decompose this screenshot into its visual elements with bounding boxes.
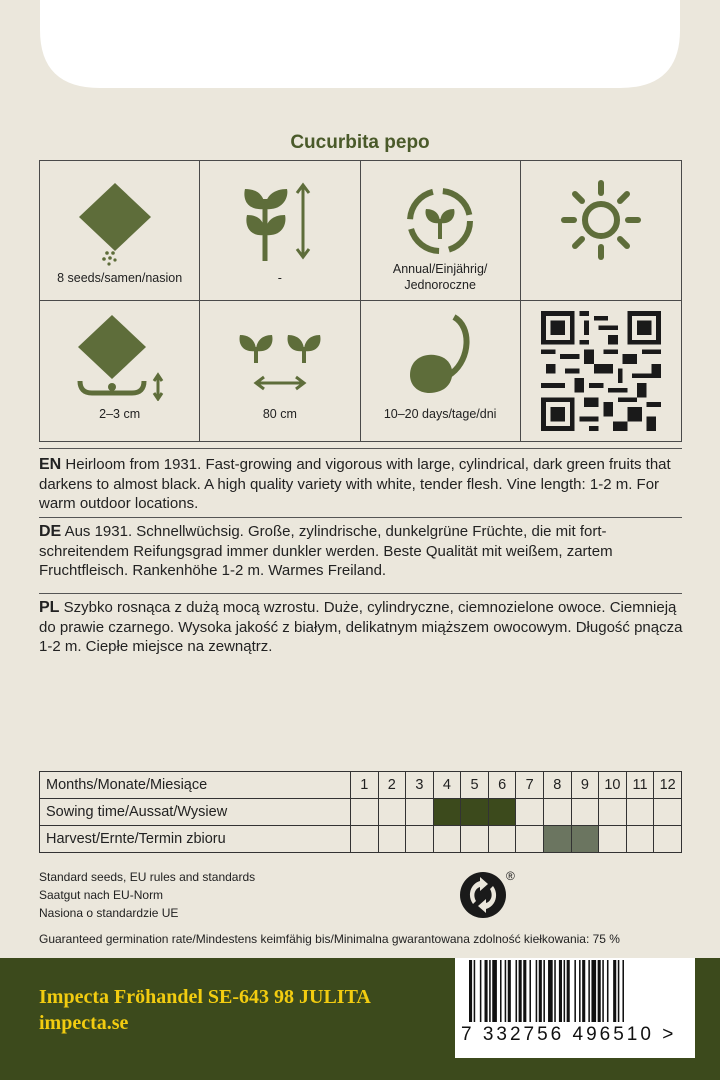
- month-header-11: 11: [626, 772, 654, 799]
- harvest-row: [40, 826, 682, 853]
- harvest-cell-11: [626, 826, 654, 853]
- sowing-depth-icon: [70, 311, 170, 401]
- month-header-12: 12: [654, 772, 682, 799]
- harvest-cell-2: [378, 826, 406, 853]
- sowing-cell-5: [461, 799, 489, 826]
- lifecycle-label-1: Annual/Einjährig/: [392, 262, 488, 276]
- qr-code-icon[interactable]: [541, 311, 661, 431]
- sowing-cell-11: [626, 799, 654, 826]
- seeds-cell: [40, 161, 200, 301]
- sowing-cell-4: [433, 799, 461, 826]
- harvest-cell-9: [571, 826, 599, 853]
- divider-en-de: [39, 517, 682, 518]
- month-header-10: 10: [599, 772, 627, 799]
- harvest-cell-3: [406, 826, 434, 853]
- spacing-label: 80 cm: [262, 407, 297, 421]
- height-label: -: [277, 271, 282, 285]
- sowing-cell-12: [654, 799, 682, 826]
- month-header-1: 1: [350, 772, 378, 799]
- month-header-4: 4: [433, 772, 461, 799]
- standards-line-1: Standard seeds, EU rules and standards: [39, 870, 256, 884]
- barcode-digits: 7 332756 496510 >: [461, 1024, 677, 1045]
- plant-spacing-icon: [230, 323, 330, 403]
- harvest-cell-4: [433, 826, 461, 853]
- sowing-calendar: [39, 771, 682, 853]
- sowing-cell-10: [599, 799, 627, 826]
- standards-text: [39, 868, 255, 922]
- harvest-cell-5: [461, 826, 489, 853]
- sowing-cell-7: [516, 799, 544, 826]
- description-de: [39, 522, 684, 581]
- sowing-row: [40, 799, 682, 826]
- company-address: Impecta Fröhandel SE-643 98 JULITA: [39, 986, 371, 1008]
- seeds-label: 8 seeds/samen/nasion: [57, 271, 183, 285]
- species-title: Cucurbita pepo: [290, 132, 430, 153]
- sowing-cell-8: [543, 799, 571, 826]
- spacing-cell: [200, 301, 360, 442]
- sun-cell: [521, 161, 681, 301]
- lifecycle-cell: [361, 161, 521, 301]
- harvest-label: Harvest/Ernte/Termin zbioru: [40, 826, 351, 853]
- sowing-cell-9: [571, 799, 599, 826]
- description-pl: [39, 598, 684, 657]
- harvest-cell-6: [488, 826, 516, 853]
- calendar-header-row: [40, 772, 682, 799]
- seed-packet-icon: [75, 179, 165, 269]
- description-pl-text: Szybko rosnąca z dużą mocą wzrostu. Duże, cylindryczne, ciemnozielone owoce. Ciemnieją do prawie czarnego. Wysoka jakość z białym, delikatnym miąższem owocowym. Długość pnącza 1-2 m. Ciepłe miejsce na zewnątrz.: [39, 599, 683, 655]
- depth-label: 2–3 cm: [99, 407, 141, 421]
- months-label: Months/Monate/Miesiące: [40, 772, 351, 799]
- germination-sprout-icon: [400, 313, 480, 403]
- sowing-cell-2: [378, 799, 406, 826]
- depth-cell: [40, 301, 200, 442]
- full-sun-icon: [556, 175, 646, 265]
- month-header-3: 3: [406, 772, 434, 799]
- month-header-9: 9: [571, 772, 599, 799]
- barcode-bars-icon: [455, 960, 695, 1022]
- germination-cell: [361, 301, 521, 442]
- qr-cell: [521, 301, 681, 442]
- description-en-text: Heirloom from 1931. Fast-growing and vigorous with large, cylindrical, dark green fruits that darkens to almost black. A high quality variety with white, tender flesh. Vine length: 1-2 m. For warm outdoor locations.: [39, 456, 671, 512]
- hanger-cutout: [0, 0, 720, 105]
- month-header-5: 5: [461, 772, 489, 799]
- harvest-cell-10: [599, 826, 627, 853]
- germination-rate: Guaranteed germination rate/Mindestens keimfähig bis/Minimalna gwarantowana zdolność kiełkowania: 75 %: [39, 932, 620, 946]
- description-de-text: Aus 1931. Schnellwüchsig. Große, zylindrische, dunkelgrüne Früchte, die mit fort-schreitendem Reifungsgrad immer dunkler werden. Beste Qualität mit weißem, zartem Fruchtfleisch. Rankenhöhe 1-2 m. Warmes Freiland.: [39, 523, 613, 579]
- harvest-cell-7: [516, 826, 544, 853]
- month-header-7: 7: [516, 772, 544, 799]
- annual-cycle-icon: [400, 181, 480, 261]
- month-header-2: 2: [378, 772, 406, 799]
- sowing-cell-6: [488, 799, 516, 826]
- harvest-cell-1: [350, 826, 378, 853]
- description-en: [39, 455, 684, 514]
- icon-grid: [39, 160, 682, 442]
- green-dot-recycle-icon: [456, 866, 518, 920]
- harvest-cell-12: [654, 826, 682, 853]
- germination-label: 10–20 days/tage/dni: [383, 407, 497, 421]
- standards-line-3: Nasiona o standardzie UE: [39, 906, 179, 920]
- lifecycle-label-2: Jednoroczne: [404, 278, 476, 292]
- website-link[interactable]: impecta.se: [39, 1012, 129, 1034]
- month-header-8: 8: [543, 772, 571, 799]
- lang-code-pl: PL: [39, 599, 60, 616]
- harvest-cell-8: [543, 826, 571, 853]
- plant-height-icon: [235, 179, 325, 269]
- registered-mark: ®: [506, 869, 515, 883]
- sowing-cell-1: [350, 799, 378, 826]
- divider-top: [39, 448, 682, 449]
- month-header-6: 6: [488, 772, 516, 799]
- barcode: [455, 958, 695, 1058]
- standards-line-2: Saatgut nach EU-Norm: [39, 888, 164, 902]
- sowing-label: Sowing time/Aussat/Wysiew: [40, 799, 351, 826]
- lang-code-en: EN: [39, 456, 62, 473]
- lang-code-de: DE: [39, 523, 62, 540]
- divider-de-pl: [39, 593, 682, 594]
- height-cell: [200, 161, 360, 301]
- sowing-cell-3: [406, 799, 434, 826]
